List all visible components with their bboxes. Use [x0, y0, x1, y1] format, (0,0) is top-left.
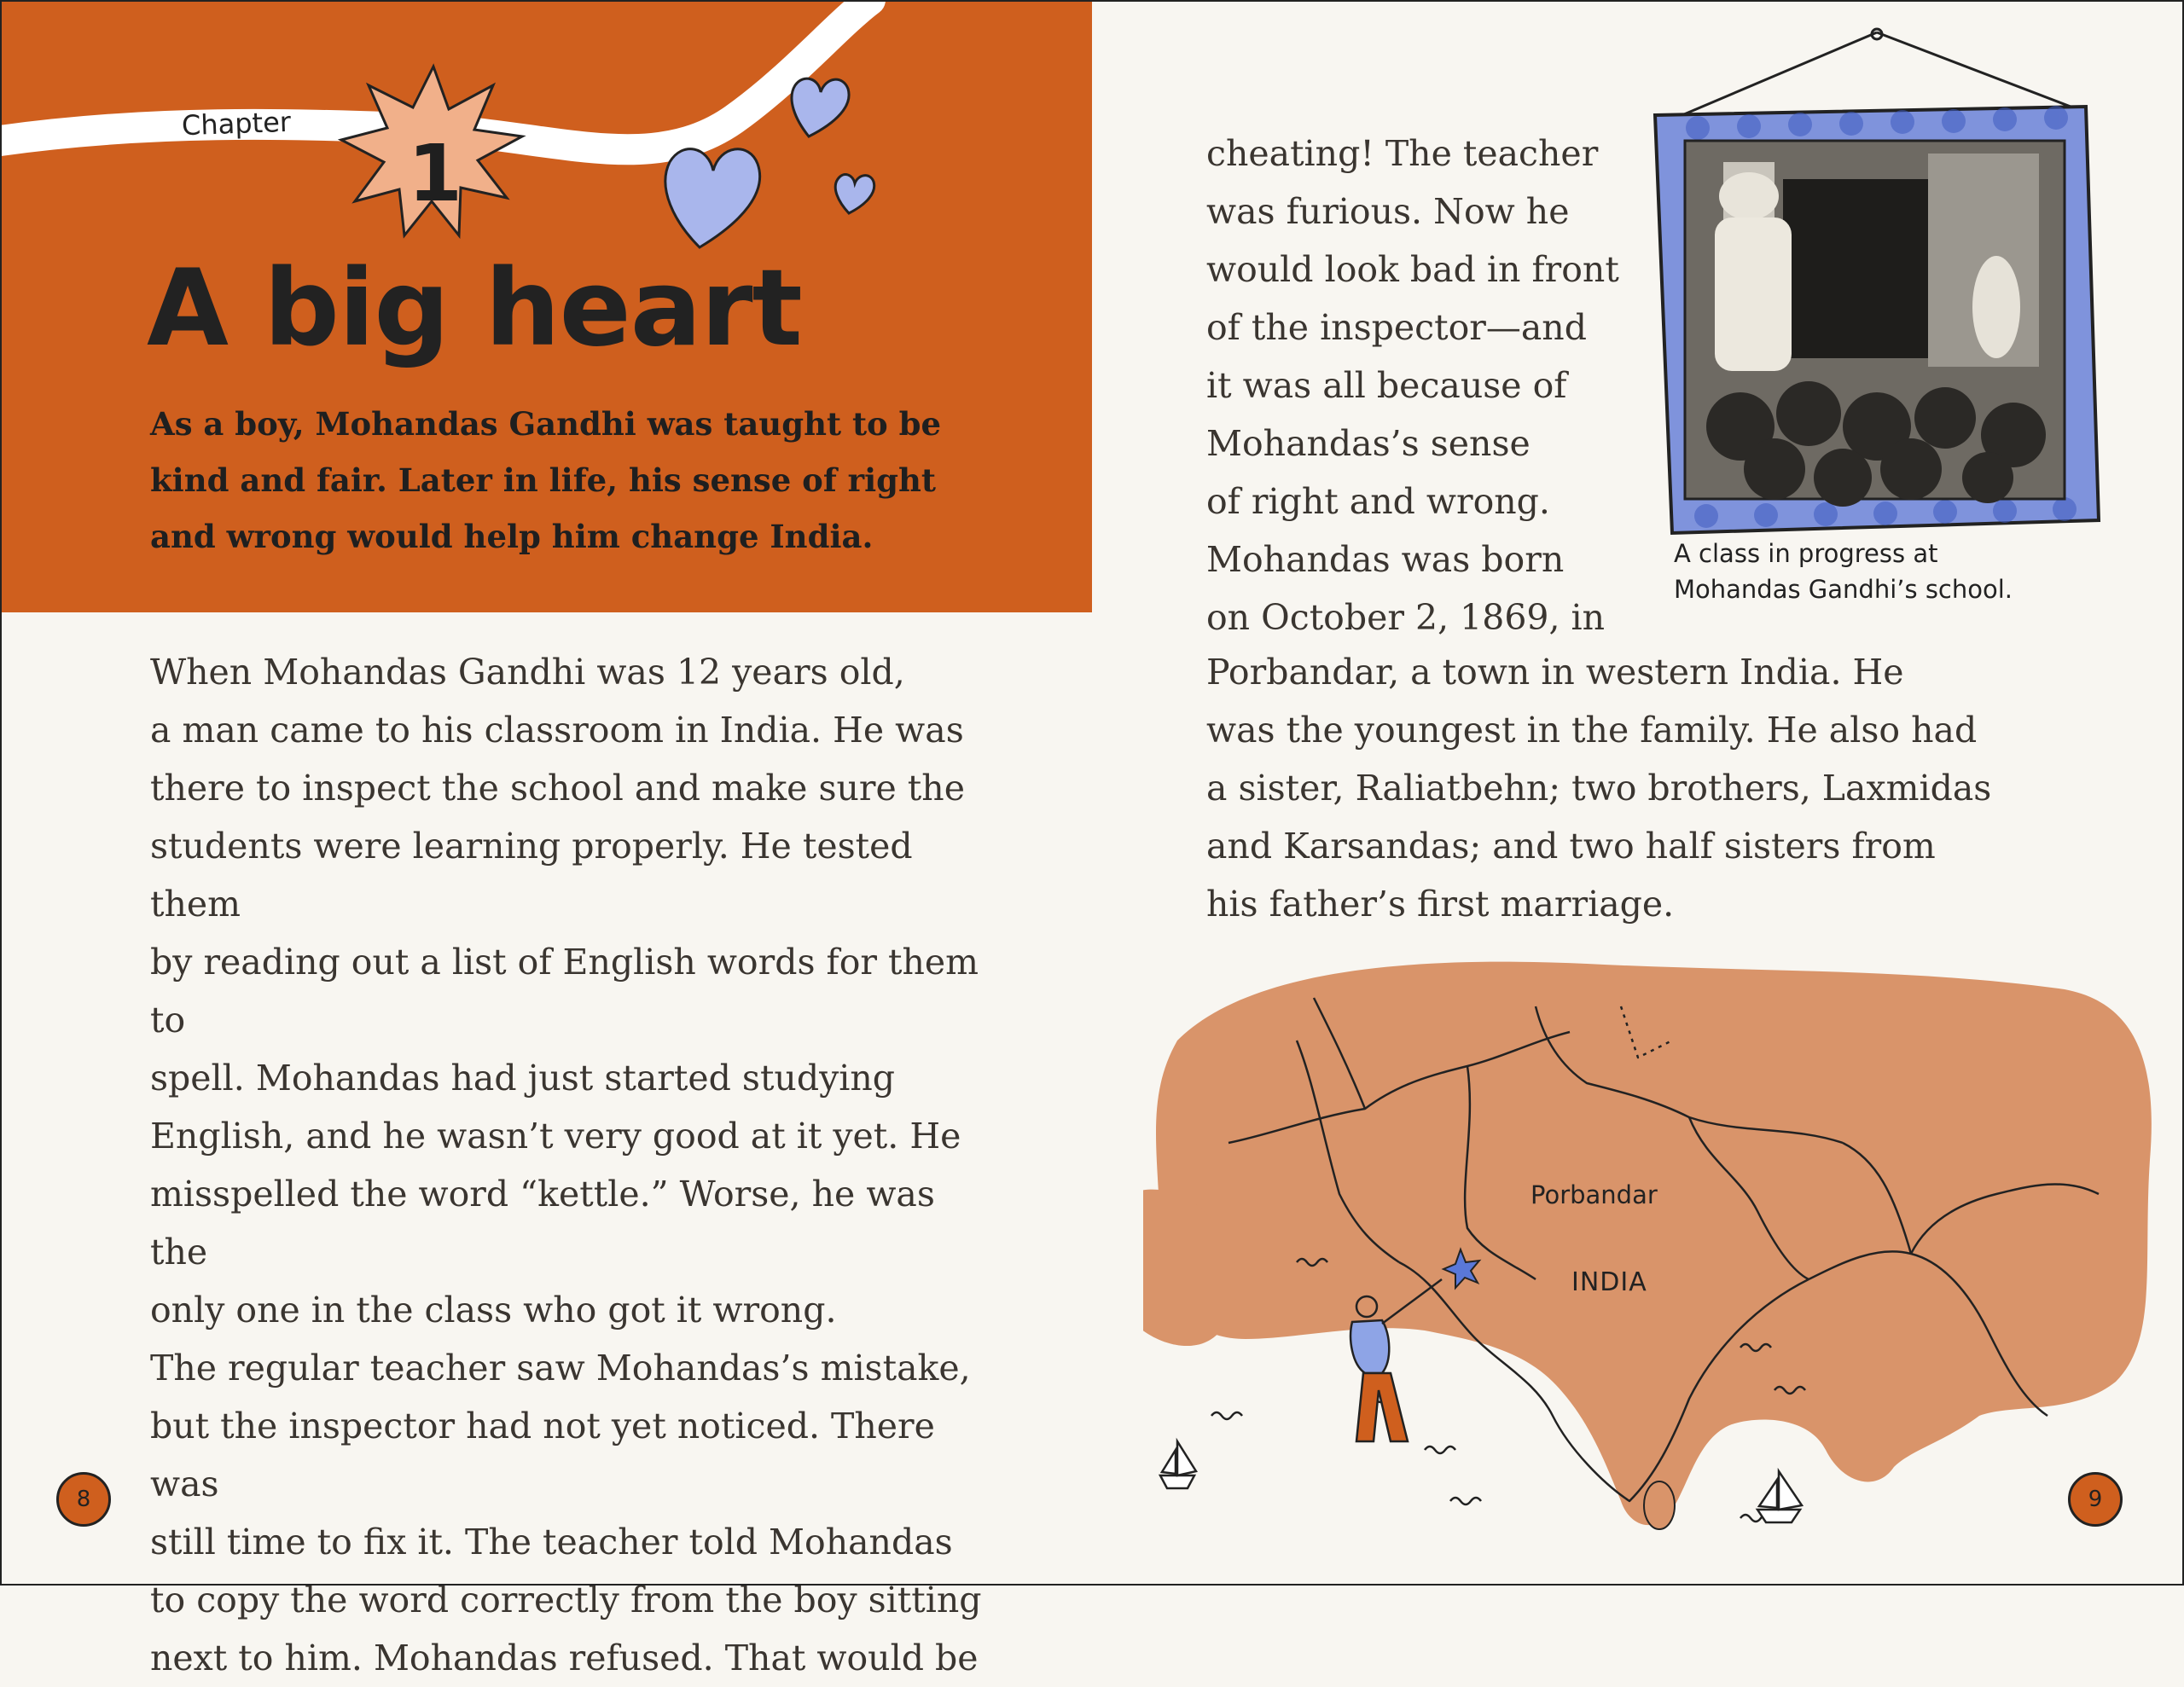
body-paragraph: Porbandar, a town in western India. He was the youngest in the family. He also had a sister, Raliatbehn; two brothers, Laxmidas and Karsandas; and two half sisters from his father’s first marriage. [1206, 652, 1992, 925]
body-paragraph: When Mohandas Gandhi was 12 years old, a man came to his classroom in India. He was there to inspect the school and make sure the students were learning properly. He tested them by reading out a list of English words for them to spell. Mohandas had just started studying English, and he wasn’t very good at it yet. He misspelled the word “kettle.” Worse, he was the only one in the class who got it wrong. [150, 652, 979, 1330]
chapter-header [0, 0, 1092, 612]
chapter-number: 1 [408, 128, 463, 219]
right-page-top-text [1206, 125, 1650, 646]
chapter-intro: As a boy, Mohandas Gandhi was taught to be kind and fair. Later in life, his sense of right and wrong would help him change India. [150, 405, 942, 555]
boat-icon [1160, 1441, 1802, 1522]
india-map [1143, 938, 2167, 1569]
map-label-porbandar: Porbandar [1531, 1180, 1658, 1209]
body-paragraph: cheating! The teacher was furious. Now he would look bad in front of the inspector—and it was all because of Mohandas’s sense of right and wrong. Mohandas was born on October 2, 1869, in [1206, 133, 1619, 638]
chapter-label: Chapter [181, 105, 292, 142]
chapter-title: A big heart [147, 247, 802, 370]
map-label-india: INDIA [1571, 1267, 1647, 1297]
body-paragraph: The regular teacher saw Mohandas’s mistake, but the inspector had not yet noticed. There was still time to fix it. The teacher told Mohandas to copy the word correctly from the boy sitting next to him. Mohandas refused. That would be [150, 1348, 982, 1678]
map-landmass [1156, 962, 2152, 1525]
photo-caption: A class in progress at Mohandas Gandhi’s school. [1674, 539, 2013, 604]
right-page-bottom-text [1206, 643, 2059, 933]
page-number-left: 8 [56, 1472, 111, 1527]
classroom-photo [1621, 26, 2116, 546]
page-number-right: 9 [2068, 1472, 2123, 1527]
left-page-body [150, 643, 1003, 1687]
